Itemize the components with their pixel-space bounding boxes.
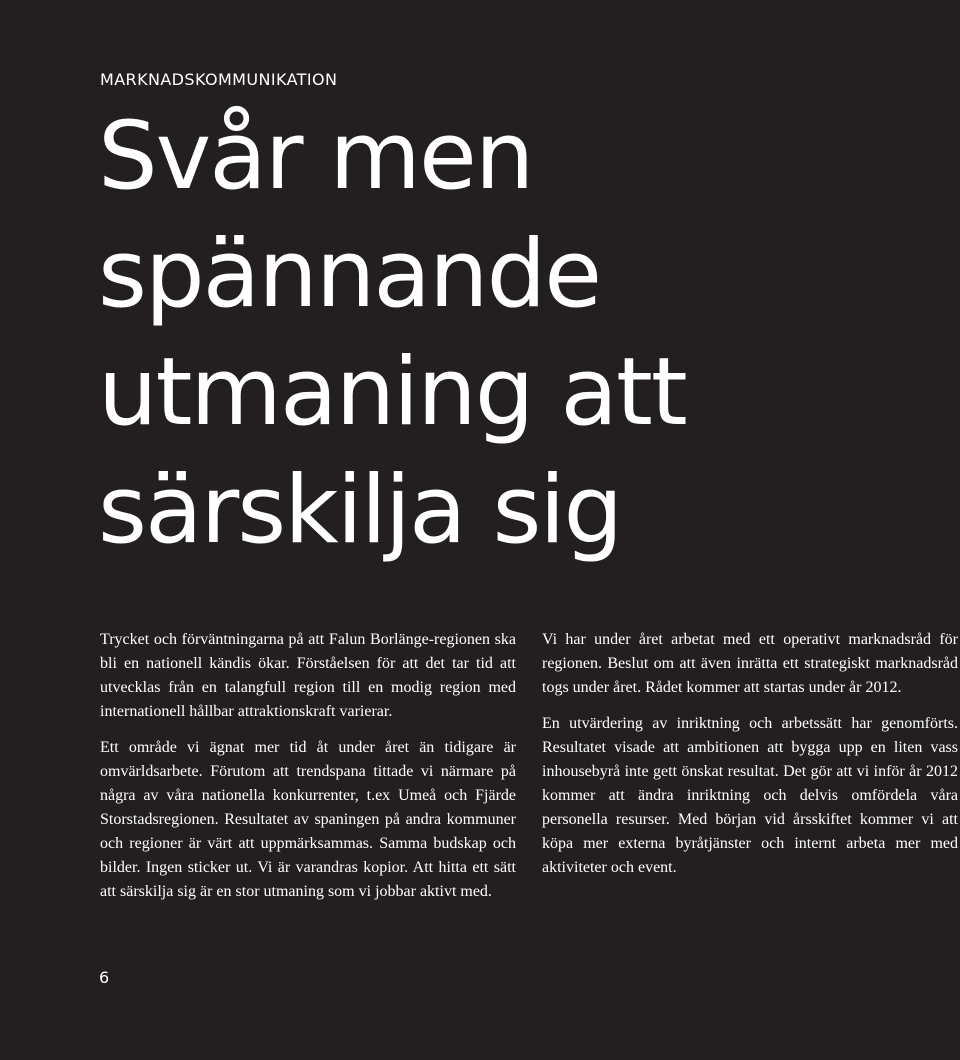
page-headline xyxy=(98,98,686,570)
left-text-column xyxy=(100,628,516,916)
body-paragraph: Ett område vi ägnat mer tid åt under året än tidigare är omvärldsarbete. Förutom att trendspana tittade vi närmare på några av våra nationella konkurrenter, t.ex Umeå och Fjärde Storstadsregionen. Resultatet av spaningen på andra kommuner och regioner är värt att uppmärksammas. Samma budskap och bilder. Ingen sticker ut. Vi är varandras kopior. Att hitta ett sätt att särskilja sig är en stor utmaning som vi jobbar aktivt med. xyxy=(100,739,516,900)
body-paragraph: Vi har under året arbetat med ett operativt marknadsråd för regionen. Beslut om att även inrätta ett strategiskt marknadsråd togs under året. Rådet kommer att startas under år 2012. xyxy=(542,631,958,696)
section-label: MARKNADSKOMMUNIKATION xyxy=(100,70,338,89)
headline-line: särskilja sig xyxy=(98,456,622,565)
headline-line: utmaning att xyxy=(98,338,686,447)
right-text-column xyxy=(542,628,958,892)
headline-line: spännande xyxy=(98,220,601,329)
page-number: 6 xyxy=(99,968,110,987)
headline-line: Svår men xyxy=(98,102,533,211)
body-paragraph: Trycket och förväntningarna på att Falun Borlänge-regionen ska bli en nationell kändis ökar. Förståelsen för att det tar tid att utvecklas från en talangfull region till en modig region med internationell hållbar attraktionskraft varierar. xyxy=(100,631,516,720)
body-paragraph: En utvärdering av inriktning och arbetssätt har genomförts. Resultatet visade att ambitionen att bygga upp en liten vass inhousebyrå inte gett önskat resultat. Det gör att vi inför år 2012 kommer att ändra inriktning och delvis omfördela våra personella resurser. Med början vid årsskiftet kommer vi att köpa mer externa byråtjänster och internt arbeta mer med aktiviteter och event. xyxy=(542,715,958,876)
